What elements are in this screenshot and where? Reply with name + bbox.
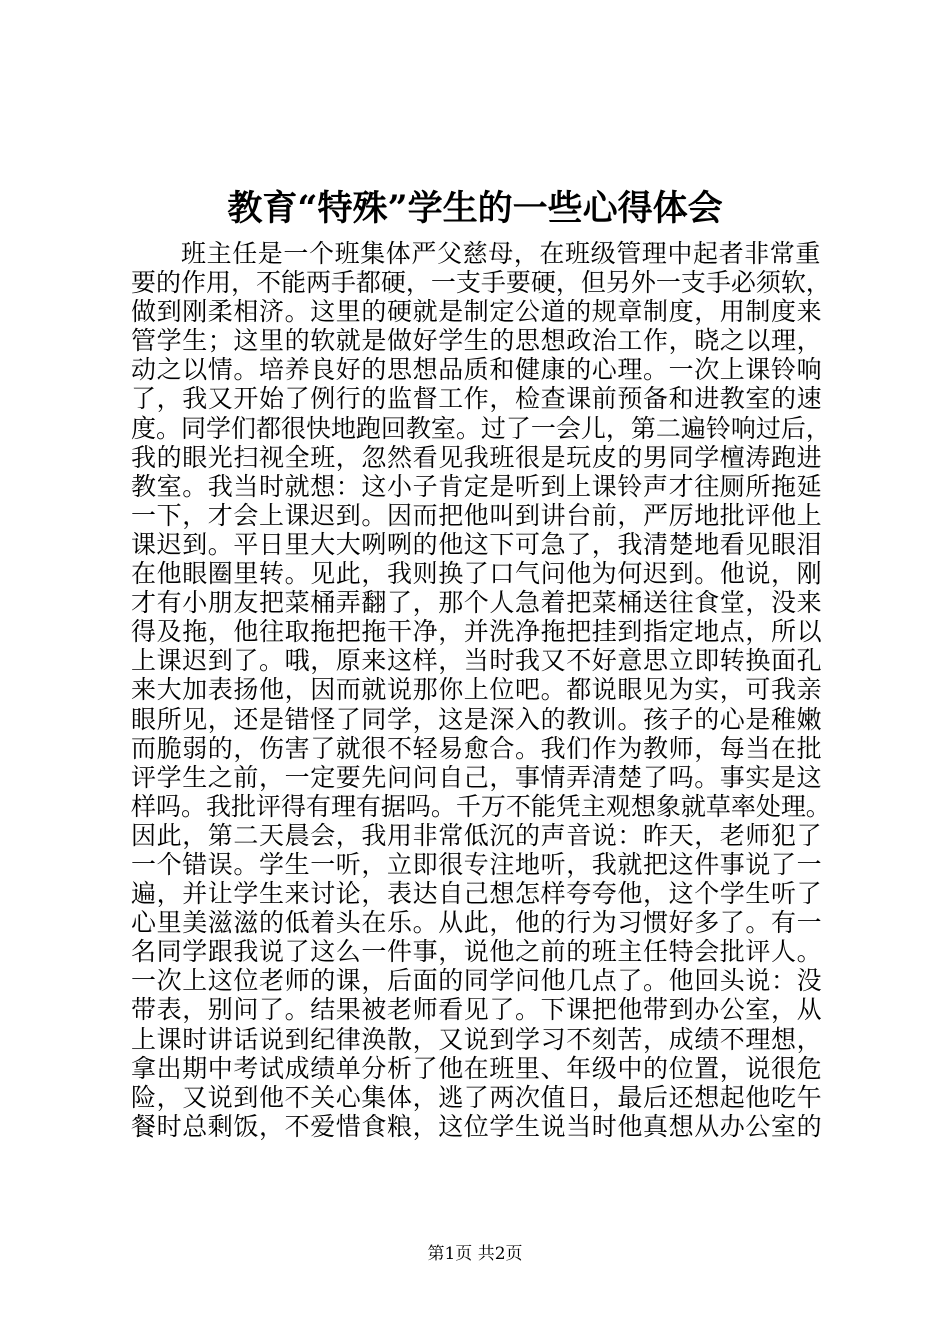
body-line: 一下，才会上课迟到。因而把他叫到讲台前，严厉地批评他上 bbox=[131, 500, 823, 530]
body-line: 要的作用，不能两手都硬，一支手要硬，但另外一支手必须软， bbox=[131, 268, 831, 298]
body-line: 拿出期中考试成绩单分析了他在班里、年级中的位置，说很危 bbox=[131, 1053, 823, 1083]
body-line: 带表，别问了。结果被老师看见了。下课把他带到办公室，从 bbox=[131, 995, 823, 1025]
document-title: 教育“特殊”学生的一些心得体会 bbox=[227, 188, 723, 229]
body-line: 评学生之前，一定要先问问自己，事情弄清楚了吗。事实是这 bbox=[131, 762, 823, 792]
body-line: 遍，并让学生来讨论，表达自己想怎样夸夸他，这个学生听了 bbox=[131, 879, 823, 909]
body-line: 上课迟到了。哦，原来这样，当时我又不好意思立即转换面孔 bbox=[131, 646, 823, 676]
body-line: 样吗。我批评得有理有据吗。千万不能凭主观想象就草率处理。 bbox=[131, 791, 831, 821]
body-line: 而脆弱的，伤害了就很不轻易愈合。我们作为教师，每当在批 bbox=[131, 733, 823, 763]
body-line: 心里美滋滋的低着头在乐。从此，他的行为习惯好多了。有一 bbox=[131, 908, 823, 938]
body-line: 教室。我当时就想：这小子肯定是听到上课铃声才往厕所拖延 bbox=[131, 471, 823, 501]
body-line: 做到刚柔相济。这里的硬就是制定公道的规章制度，用制度来 bbox=[131, 297, 823, 327]
body-line: 餐时总剩饭，不爱惜食粮，这位学生说当时他真想从办公室的 bbox=[131, 1111, 823, 1141]
body-line: 课迟到。平日里大大咧咧的他这下可急了，我清楚地看见眼泪 bbox=[131, 529, 823, 559]
body-line: 名同学跟我说了这么一件事，说他之前的班主任特会批评人。 bbox=[131, 937, 823, 967]
body-line: 来大加表扬他，因而就说那你上位吧。都说眼见为实，可我亲 bbox=[131, 675, 823, 705]
body-line: 因此，第二天晨会，我用非常低沉的声音说：昨天，老师犯了 bbox=[131, 820, 823, 850]
body-line: 管学生；这里的软就是做好学生的思想政治工作，晓之以理， bbox=[131, 326, 823, 356]
body-line: 险，又说到他不关心集体，逃了两次值日，最后还想起他吃午 bbox=[131, 1082, 823, 1112]
body-line: 在他眼圈里转。见此，我则换了口气问他为何迟到。他说，刚 bbox=[131, 559, 823, 589]
body-line: 眼所见，还是错怪了同学，这是深入的教训。孩子的心是稚嫩 bbox=[131, 704, 823, 734]
body-line: 才有小朋友把菜桶弄翻了，那个人急着把菜桶送往食堂，没来 bbox=[131, 588, 823, 618]
page-footer: 第1页 共2页 bbox=[427, 1244, 523, 1264]
body-line: 动之以情。培养良好的思想品质和健康的心理。一次上课铃响 bbox=[131, 355, 823, 385]
body-line: 得及拖，他往取拖把拖干净，并洗净拖把挂到指定地点，所以 bbox=[131, 617, 823, 647]
document-body bbox=[131, 239, 831, 1141]
body-line: 一次上这位老师的课，后面的同学问他几点了。他回头说：没 bbox=[131, 966, 823, 996]
body-line: 班主任是一个班集体严父慈母，在班级管理中起者非常重 bbox=[181, 239, 822, 268]
body-line: 一个错误。学生一听，立即很专注地听，我就把这件事说了一 bbox=[131, 849, 823, 879]
body-line: 了，我又开始了例行的监督工作，检查课前预备和进教室的速 bbox=[131, 384, 823, 414]
body-line: 上课时讲话说到纪律涣散，又说到学习不刻苦，成绩不理想， bbox=[131, 1024, 823, 1054]
body-line: 度。同学们都很快地跑回教室。过了一会儿，第二遍铃响过后， bbox=[131, 413, 831, 443]
body-line: 我的眼光扫视全班，忽然看见我班很是玩皮的男同学檀涛跑进 bbox=[131, 442, 823, 472]
